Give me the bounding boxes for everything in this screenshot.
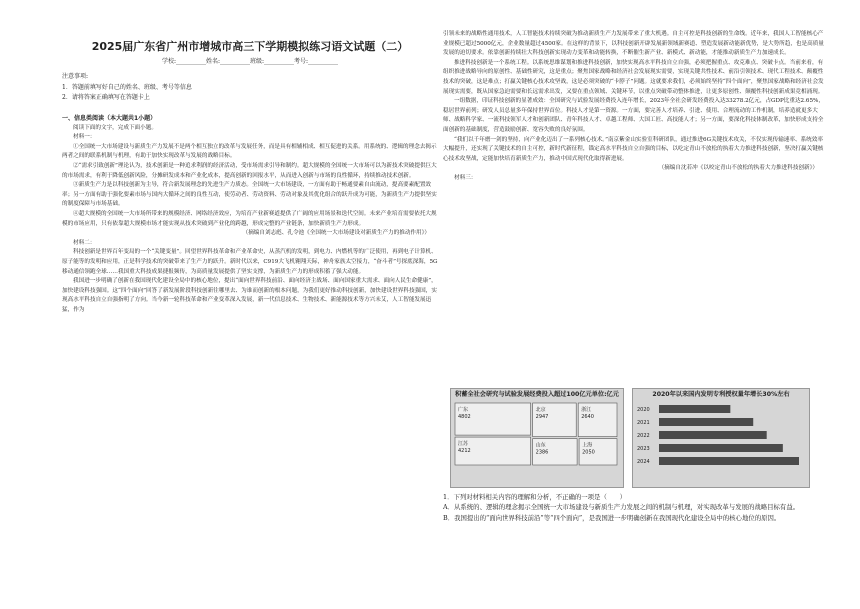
material-2-para: 推进科技创新是一个系统工程。以系统思维谋划和推进科技创新，加快实现高水平科技自立自强，必须把握重点、攻克难点、突破卡点。当前来看，有组织推进战略导向的原创性、基础性研究，这是重点；聚焦国家战略和经济社会发展现实需要，实现关键共性技术、前沿引领技术、现代工程技术、颠覆性技术的突破，这是难点；打赢关键核心技术攻坚战，这是必须突破的“卡脖子”问题。这就要求我们，必须始终坚持“四个面向”，聚焦国家战略和经济社会发展现实需要，既从国家急迫需要和长远需求出发，又要在重点领域、关键环节，以重点突破带动整体推进，让更多原创性、颠覆性科技创新成果竞相涌现。 <box>443 59 824 95</box>
material-2-para: 我国进一步明确了创新在我国现代化建设全局中的核心地位，提出“面向世界科技前沿、面向经济主战场、面向国家重大需求、面向人民生命健康”，加快建设科技强国。这“四个面向”回答了新发展阶段科技创新往哪里去、为谁而创新的根本问题，为我们更好推动科技创新，加快建设世界科技强国，实现高水平科技自立自强指明了方向。当今新一轮科技革命和产业变革深入发展，新一代信息技术、生物技术、新能源技术等方兴未艾，人工智能发展迅猛，作为 <box>62 278 437 313</box>
notes-heading: 注意事项: <box>62 73 89 80</box>
page-title: 2025届广东省广州市增城市高三下学期模拟练习语文试题（二） <box>91 40 409 53</box>
question-stem: 1．下列对材料相关内容的理解和分析，不正确的一项是（ ） <box>443 493 627 501</box>
material-3-label: 材料三： <box>454 174 477 181</box>
bar-category-label: 2021 <box>637 420 650 426</box>
bar <box>659 457 799 465</box>
treemap-label: 北京 <box>535 407 546 413</box>
material-1-para: ②“需求引致创新”理论认为，技术创新是一种追求利润的经济活动，受市场需求引导和制约。超大规模的全国统一大市场可以为新技术突破提供巨大的市场需求，有利于降低创新风险，分摊研发成本和产业化成本，提高创新的回报水平，从而进入创新与市场的良性循环，持续推动技术创新。 <box>62 162 437 179</box>
bar-chart <box>632 388 810 488</box>
material-1-para: ④超大规模的全国统一大市场所带来的规模经济、网络经济效应，为培育产业新赛道提供了广阔的应用场景和迭代空间。未来产业培育需要依托大规模的市场应用，只有依靠超大规模市场才能实现从技术突破到产业化的跨越，形成完整的产业链条，加快新质生产力形成。 <box>62 210 437 227</box>
material-2-para: 一组数据，印证科技创新的显著成效：全国研究与试验发展经费投入连年增长，2023年全社会研发经费投入达33278.2亿元，占GDP比重达2.65%，稳居世界前列；研发人员总量多年保持世界首位。科技人才是第一资源。一方面，要完善人才培养、引进、使用、合理流动的工作机制，培养造就更多大师、战略科学家、一流科技领军人才和创新团队、青年科技人才、卓越工程师、大国工匠、高技能人才；另一方面，要深化科技体制改革，加快形成支持全面创新的基础制度，营造鼓励创新、宽容失败的良好氛围。 <box>443 98 824 133</box>
notes-item: 1．答题前填写好自己的姓名、班级、考号等信息 <box>62 83 192 91</box>
instruction: 阅读下面的文字，完成下面小题。 <box>73 124 157 131</box>
treemap-label: 江苏 <box>458 441 469 448</box>
student-info-fields: 学校:__________姓名:__________班级:__________考号:__________ <box>161 58 339 65</box>
chart-title: 积蓄全社会研究与试验发展经费投入超过100亿元单位:亿元 <box>455 391 619 398</box>
option-b[interactable]: B．我国提出的“面向世界科技前沿”等“四个面向”，是我国进一步明确创新在我国现代化建设全局中的核心地位的原因。 <box>443 513 781 522</box>
notes-item: 2．请将答案正确填写在答题卡上 <box>62 94 150 101</box>
treemap-svg <box>451 399 623 473</box>
treemap-label: 上海 <box>582 442 593 449</box>
chart-title: 2020年以来国内发明专利授权量年增长30%左右 <box>652 391 790 398</box>
treemap-value: 2640 <box>581 414 594 420</box>
option-a[interactable]: A．从系统的、逻辑的理念揭示全国统一大市场建设与新质生产力发展之间的机制与机理，对实现改革与发展的战略目标有益。 <box>443 503 800 512</box>
notes <box>62 72 438 104</box>
left-column <box>62 114 438 315</box>
material-2-source: （摘编自沈若冲《以咬定青山不放松的执着大力推进科技创新》） <box>658 165 818 172</box>
question-1 <box>443 492 826 523</box>
bar <box>659 405 730 413</box>
treemap-value: 4802 <box>458 414 471 420</box>
treemap-value: 2947 <box>535 414 549 420</box>
bar-category-label: 2020 <box>637 407 650 413</box>
treemap-label: 浙江 <box>581 407 592 413</box>
bar-svg <box>633 399 809 473</box>
material-1-label: 材料一： <box>73 134 96 141</box>
treemap-value: 4212 <box>458 448 471 455</box>
bar <box>659 418 753 426</box>
material-2-para: 科技创新是世界百年变局的一个“关键变量”。回望世界科技革命和产业革命史，从蒸汽机的发明，到电力、内燃机等的广泛使用，再到电子计算机、原子能等的发明和应用，正是科学技术的突破带来了生产力的跃升。新时代以来，C919大飞机翱翔天际，神舟家族太空接力，“奋斗者”号探底深海，5G移动通信领跑全球……我国重大科技成果捷报频传，为高质量发展提供了坚实支撑，为新质生产力的形成积蓄了强大动能。 <box>62 249 438 275</box>
material-2-para: “我们以千年磨一剑的坚持，向产业化迈出了一系列核心技术。”南京紫金山实验室科研团队，通过推进6G关键技术攻关，不仅实现传输速率、系统效率大幅提升，还实现了关键技术的自主可控，新时代新征程，锚定高水平科技自立自强的目标，以吃定青山不放松的执着大力推进科技创新，坚决打赢关键核心技术攻坚战，定能加快培育新质生产力，推动中国式现代化取得新进展。 <box>443 136 824 162</box>
material-1-source: （摘编自刘志彪、孔令池《全国统一大市场建设对新质生产力的推动作用》） <box>242 230 430 237</box>
bar-category-label: 2022 <box>637 433 650 439</box>
treemap-value: 2050 <box>582 449 595 456</box>
material-2-label: 材料二： <box>73 239 96 246</box>
treemap-chart <box>450 388 624 488</box>
bar <box>659 431 767 439</box>
material-1-para: ③新质生产力是以科技创新为主导，符合新发展理念的先进生产力质态。全国统一大市场建设，一方面有助于畅通要素自由流动，提高要素配置效率；另一方面有助于强化要素市场与国内大循环之间的良性互动，使劳动者、劳动资料、劳动对象及其优化组合的跃升成为可能，为新质生产力提供坚实的制度保障与市场基础。 <box>62 182 437 208</box>
section-heading: 一、信息类阅读（本大题共1小题） <box>62 115 157 122</box>
treemap-label: 广东 <box>458 407 469 413</box>
bar <box>659 444 783 452</box>
material-3-figure <box>450 388 810 486</box>
bar-category-label: 2024 <box>637 459 650 465</box>
right-column <box>443 30 826 184</box>
material-1-para: ①全国统一大市场建设与新质生产力发展不是两个相互独立的改革与发展任务，而是具有相辅相成、相互促进的关系。用系统的、逻辑的理念去揭示两者之间的联系机制与机理，有助于加快实现改革与发展的战略目标。 <box>62 143 437 160</box>
material-2-para: 引领未来的战略性通用技术，人工智能技术持续突破为推动新质生产力发展带来了重大机遇。自主可控是科技创新的生命线。近年来，我国人工智能核心产业规模已超过5000亿元，企业数量超过4500家。在这样的背景下，以科技创新开辟发展新领域新赛道、塑造发展新动能新优势，是大势所趋，也是高质量发展的迫切要求。依靠创新持续壮大科技创新实现动力变革和动能转换，不断催生新产业、新模式、新动能，才能推动新质生产力加速成长。 <box>443 31 824 57</box>
treemap-label: 山东 <box>535 442 546 449</box>
treemap-value: 2386 <box>535 449 549 456</box>
bar-category-label: 2023 <box>637 446 650 452</box>
